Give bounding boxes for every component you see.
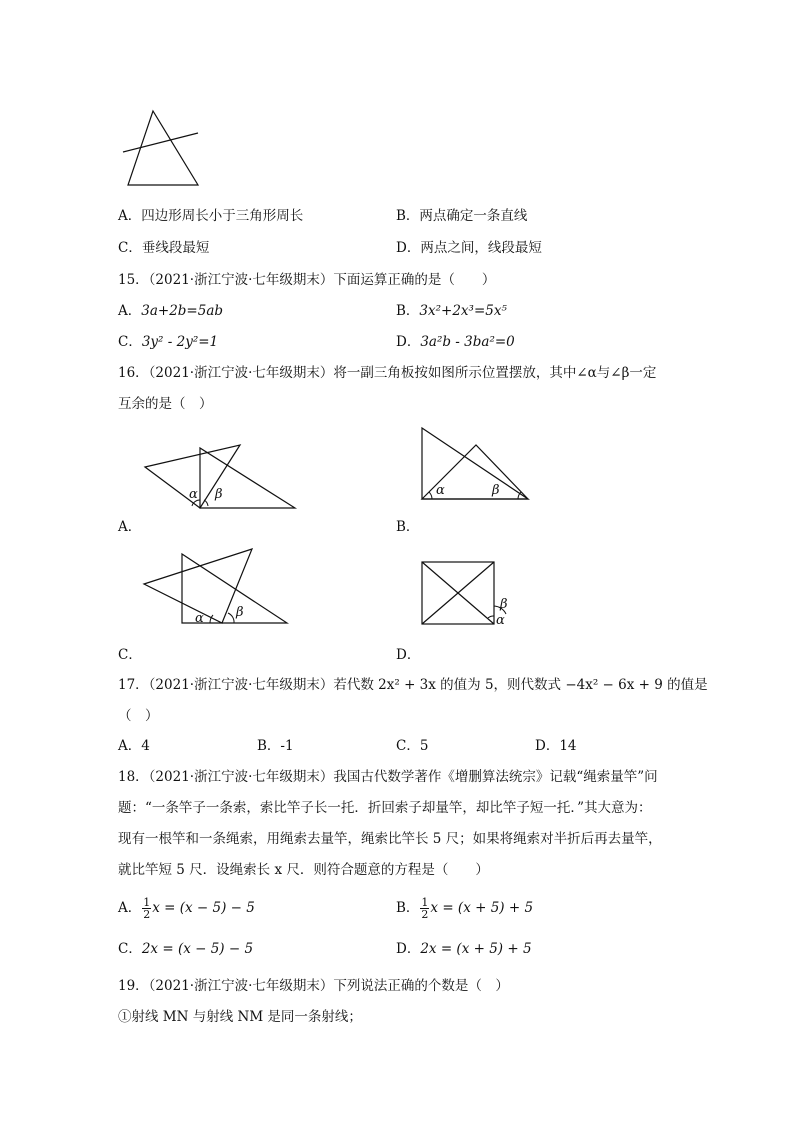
q16-c-alpha: α — [195, 611, 204, 626]
q18-stem-line4: 就比竿短 5 尺．设绳索长 x 尺．则符合题意的方程是（ ） — [118, 862, 489, 878]
q18-option-b-label: B． — [396, 900, 420, 916]
q15-option-a-label: A． — [118, 303, 142, 319]
q16-a-alpha: α — [189, 487, 198, 502]
q19-stem: 19．（2021·浙江宁波·七年级期末）下列说法正确的个数是（ ） — [118, 978, 509, 994]
q18-b-numerator: 1 — [421, 896, 429, 909]
q15-option-c[interactable] — [118, 333, 218, 351]
q15-option-d[interactable] — [396, 333, 515, 351]
q15-option-d-expr: 3a²b - 3ba²=0 — [420, 334, 515, 350]
q18-option-b[interactable] — [396, 897, 533, 920]
q15-option-c-expr: 3y² - 2y²=1 — [141, 334, 219, 350]
q18-b-denominator: 2 — [421, 908, 429, 921]
q15-option-a[interactable] — [118, 302, 223, 320]
q17-option-a[interactable]: A．4 — [118, 738, 150, 754]
q18-option-a-expr: x = (x − 5) − 5 — [152, 900, 255, 916]
q18-stem-line3: 现有一根竿和一条绳索，用绳索去量竿，绳索比竿长 5 尺；如果将绳索对半折后再去量竿， — [118, 831, 662, 847]
q18-option-c[interactable] — [118, 940, 253, 958]
q16-c-beta: β — [236, 605, 244, 620]
q16-figure-c[interactable] — [140, 546, 292, 628]
q16-b-beta: β — [492, 483, 500, 498]
q16-stem-line1: 16．（2021·浙江宁波·七年级期末）将一副三角板按如图所示位置摆放，其中∠α与∠β一定 — [118, 365, 657, 381]
q16-option-b[interactable]: B． — [396, 519, 420, 535]
q16-option-c[interactable]: C． — [118, 647, 142, 663]
q14-option-c[interactable]: C．垂线段最短 — [118, 240, 210, 256]
q16-option-a[interactable]: A． — [118, 519, 142, 535]
q14-option-b[interactable]: B．两点确定一条直线 — [396, 208, 528, 224]
q18-a-numerator: 1 — [143, 896, 151, 909]
q17-stem-line1: 17．（2021·浙江宁波·七年级期末）若代数 2x² + 3x 的值为 5，则代数式 −4x² − 6x + 9 的值是 — [118, 677, 708, 693]
q16-option-d[interactable]: D． — [396, 647, 421, 663]
q14-triangle-figure — [118, 104, 208, 190]
q16-d-alpha: α — [496, 613, 505, 628]
q15-option-b[interactable] — [396, 302, 507, 320]
q18-option-a-fraction — [142, 897, 151, 920]
q16-a-beta: β — [215, 487, 223, 502]
q18-option-c-expr: 2x = (x − 5) − 5 — [141, 941, 254, 957]
q18-option-d-expr: 2x = (x + 5) + 5 — [420, 941, 532, 957]
q15-stem: 15．（2021·浙江宁波·七年级期末）下面运算正确的是（ ） — [118, 272, 496, 288]
q16-stem-line2: 互余的是（ ） — [118, 396, 213, 412]
q15-option-c-label: C． — [118, 334, 142, 350]
q18-option-b-expr: x = (x + 5) + 5 — [430, 900, 534, 916]
q15-option-b-expr: 3x²+2x³=5x⁵ — [419, 303, 507, 319]
q16-b-alpha: α — [436, 483, 445, 498]
q16-figure-a[interactable] — [140, 440, 300, 514]
q18-option-d-label: D． — [396, 941, 421, 957]
q17-option-b[interactable]: B．-1 — [257, 738, 294, 754]
q18-option-c-label: C． — [118, 941, 142, 957]
q15-option-b-label: B． — [396, 303, 420, 319]
q14-option-d[interactable]: D．两点之间，线段最短 — [396, 240, 542, 256]
q18-stem-line2: 题：“一条竿子一条索，索比竿子长一托．折回索子却量竿，却比竿子短一托．”其大意为： — [118, 800, 652, 816]
q19-item-1: ①射线 MN 与射线 NM 是同一条射线； — [118, 1009, 362, 1025]
q15-option-d-label: D． — [396, 334, 421, 350]
q16-figure-d[interactable] — [416, 556, 526, 628]
q17-option-d[interactable]: D．14 — [535, 738, 577, 754]
q18-option-b-fraction — [420, 897, 429, 920]
q17-stem-line2: （ ） — [118, 708, 159, 724]
q16-figure-b[interactable] — [416, 424, 536, 504]
q18-option-d[interactable] — [396, 940, 532, 958]
q18-stem-line1: 18．（2021·浙江宁波·七年级期末）我国古代数学著作《增删算法统宗》记载“绳索量竿”问 — [118, 769, 658, 785]
q16-d-beta: β — [500, 597, 508, 612]
q15-option-a-expr: 3a+2b=5ab — [141, 303, 224, 319]
q18-option-a-label: A． — [118, 900, 142, 916]
q14-option-a[interactable]: A．四边形周长小于三角形周长 — [118, 208, 304, 224]
q18-a-denominator: 2 — [143, 908, 151, 921]
q17-option-c[interactable]: C．5 — [396, 738, 429, 754]
q18-option-a[interactable] — [118, 897, 255, 920]
